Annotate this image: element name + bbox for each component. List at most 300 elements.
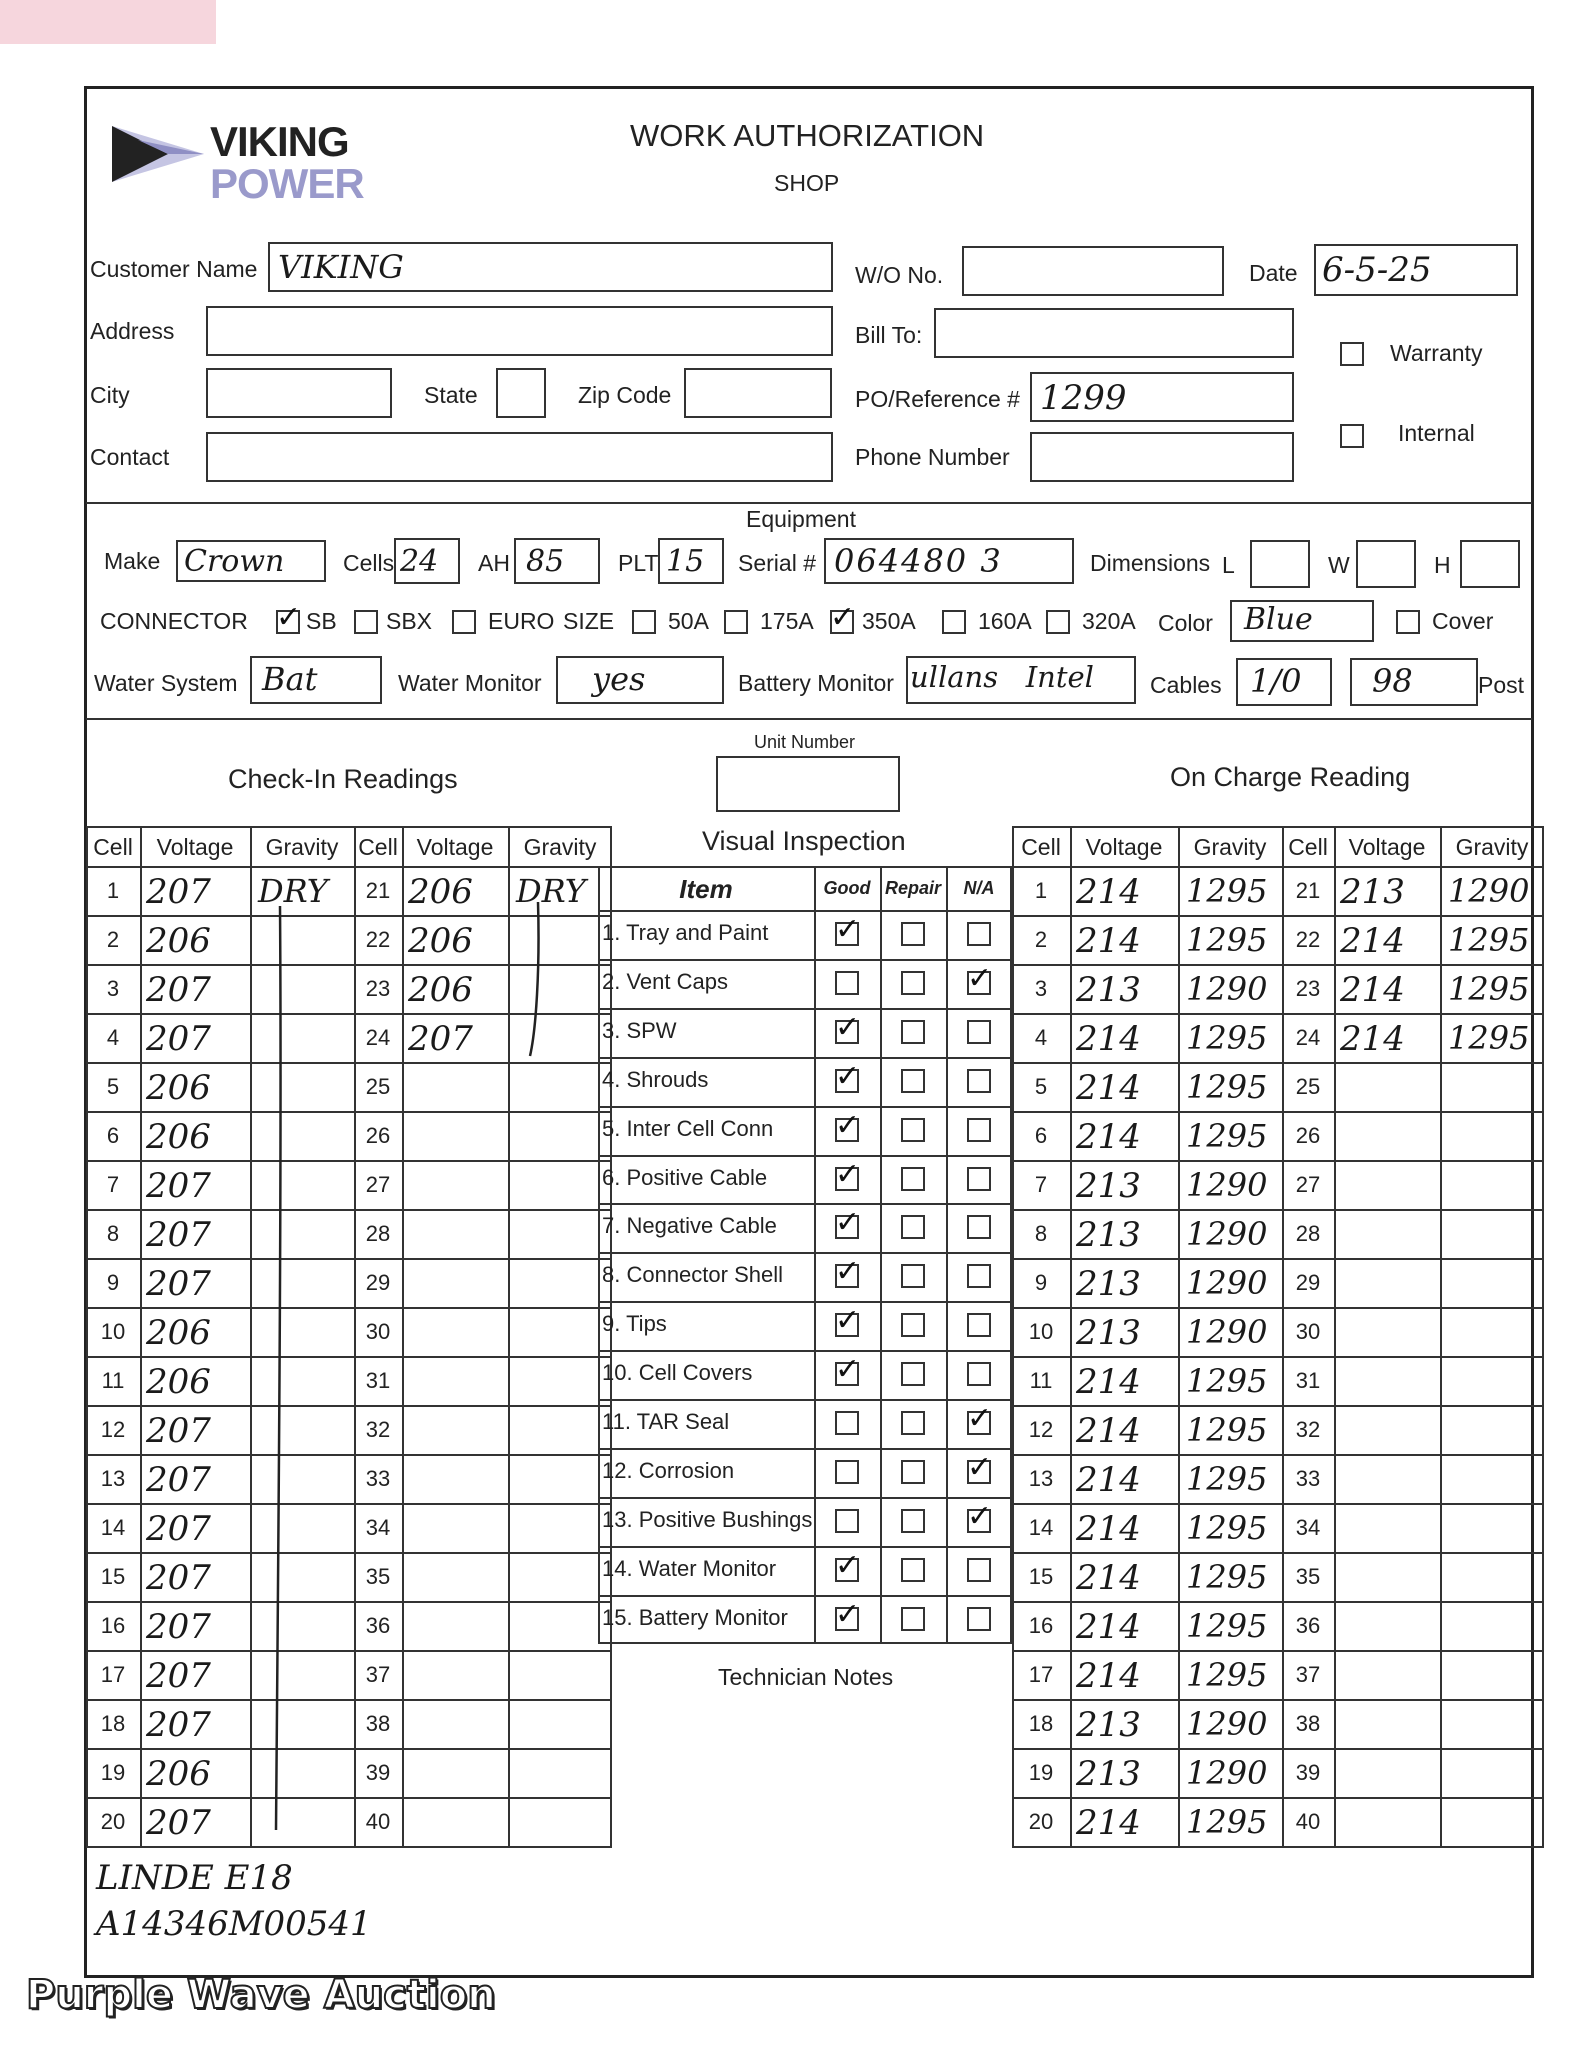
inspection-repair-checkbox[interactable] (901, 1362, 925, 1386)
voltage-value: 214 (1076, 1607, 1141, 1647)
cables-value-2: 98 (1372, 662, 1413, 700)
check-mark-icon: ✓ (835, 1303, 861, 1339)
cell-number: 5 (106, 1074, 120, 1099)
cells-value: 24 (400, 544, 439, 579)
cell-number: 39 (365, 1760, 391, 1785)
column-divider (880, 866, 882, 1644)
inspection-repair-checkbox[interactable] (901, 1020, 925, 1044)
inspection-na-checkbox[interactable] (967, 1362, 991, 1386)
cell-number: 34 (365, 1515, 391, 1540)
ah-value: 85 (526, 544, 565, 579)
cell-number: 10 (100, 1319, 126, 1344)
battery-monitor-field[interactable] (906, 656, 1136, 704)
voltage-value: 214 (1076, 1362, 1141, 1402)
inspection-good-checkbox[interactable] (835, 1411, 859, 1435)
inspection-good-checkbox[interactable] (835, 971, 859, 995)
row-divider (598, 1155, 1012, 1157)
voltage-value: 207 (146, 970, 211, 1010)
inspection-repair-checkbox[interactable] (901, 1607, 925, 1631)
gravity-value: 1295 (1186, 1362, 1268, 1400)
inspection-na-checkbox[interactable] (967, 1167, 991, 1191)
inspection-good-checkbox[interactable] (835, 1352, 861, 1388)
ah-label: AH (478, 550, 510, 576)
cables-field-2[interactable] (1350, 658, 1478, 706)
cell-number: 3 (106, 976, 120, 1001)
inspection-repair-checkbox[interactable] (901, 922, 925, 946)
voltage-value: 207 (146, 1264, 211, 1304)
voltage-value: 207 (146, 1705, 211, 1745)
dimension-h-label: H (1434, 552, 1451, 578)
gravity-value: 1295 (1186, 872, 1268, 910)
check-mark-icon: ✓ (967, 1498, 993, 1534)
inspection-good-checkbox[interactable] (835, 912, 861, 947)
logo-text-power: POWER (210, 160, 364, 207)
row-divider (598, 1301, 1012, 1303)
connector-label: CONNECTOR (100, 608, 248, 634)
cables-label: Cables (1150, 672, 1222, 698)
dimension-h-field[interactable] (1460, 540, 1520, 588)
connector-0-checkbox[interactable] (276, 600, 302, 635)
voltage-value: 214 (1076, 1019, 1141, 1059)
voltage-value: 206 (146, 921, 211, 961)
cell-number: 18 (100, 1711, 126, 1736)
inspection-repair-checkbox[interactable] (901, 1215, 925, 1239)
row-divider (1012, 1013, 1544, 1015)
cell-number: 19 (1028, 1760, 1054, 1785)
gravity-value: 1295 (1186, 1509, 1268, 1547)
row-divider (598, 1399, 1012, 1401)
form-subtitle: SHOP (774, 170, 840, 196)
state-label: State (424, 382, 478, 408)
gravity-value: 1290 (1186, 970, 1268, 1008)
cell-number: 14 (1028, 1515, 1054, 1540)
row-divider (1012, 1650, 1544, 1652)
inspection-na-checkbox[interactable] (967, 922, 991, 946)
cell-number: 39 (1295, 1760, 1321, 1785)
inspection-na-checkbox[interactable] (967, 960, 993, 996)
cell-number: 7 (1034, 1172, 1048, 1197)
voltage-value: 206 (408, 970, 473, 1010)
row-divider (1012, 915, 1544, 917)
inspection-na-checkbox[interactable] (967, 1498, 993, 1534)
battery-monitor-value: ullans Intel (910, 660, 1094, 694)
cell-number: 26 (365, 1123, 391, 1148)
gravity-value: 1295 (1186, 1558, 1268, 1596)
cell-number: 28 (1295, 1221, 1321, 1246)
check-mark-icon: ✓ (835, 1156, 861, 1192)
note-line-2: A14346M00541 (96, 1904, 372, 1944)
cell-number: 21 (365, 878, 391, 903)
address-field[interactable] (206, 306, 833, 356)
water-monitor-label: Water Monitor (398, 670, 542, 696)
table-header-gravity: Gravity (265, 834, 339, 860)
cables-field-1[interactable] (1236, 658, 1332, 706)
color-label: Color (1158, 610, 1213, 636)
inspection-good-checkbox[interactable] (835, 1547, 861, 1583)
gravity-value: 1290 (1186, 1313, 1268, 1351)
inspection-good-checkbox[interactable] (835, 1254, 861, 1290)
row-divider (86, 866, 612, 868)
city-label: City (90, 382, 130, 408)
inspection-na-checkbox[interactable] (967, 1449, 993, 1485)
cell-number: 32 (365, 1417, 391, 1442)
address-label: Address (90, 318, 175, 344)
warranty-checkbox[interactable] (1340, 342, 1364, 366)
inspection-repair-checkbox[interactable] (901, 1558, 925, 1582)
cell-number: 12 (1028, 1417, 1054, 1442)
plt-field[interactable] (658, 538, 724, 584)
cell-number: 40 (1295, 1809, 1321, 1834)
inspection-repair-checkbox[interactable] (901, 1509, 925, 1533)
inspection-good-checkbox[interactable] (835, 1509, 859, 1533)
zip-label: Zip Code (578, 382, 672, 408)
inspection-item-label: 15. Battery Monitor (602, 1604, 788, 1630)
inspection-repair-checkbox[interactable] (901, 1167, 925, 1191)
inspection-good-checkbox[interactable] (835, 1156, 861, 1192)
po-value: 1299 (1040, 378, 1127, 418)
warranty-label: Warranty (1390, 340, 1483, 366)
row-divider (598, 959, 1012, 961)
inspection-good-checkbox[interactable] (835, 1205, 861, 1241)
customer-name-field[interactable] (268, 242, 833, 292)
size-option-label: 320A (1082, 608, 1136, 634)
color-field[interactable] (1230, 600, 1374, 642)
inspection-na-checkbox[interactable] (967, 1069, 991, 1093)
phone-field[interactable] (1030, 432, 1294, 482)
ah-field[interactable] (514, 538, 600, 584)
size-option-label: 350A (862, 608, 916, 634)
inspection-repair-checkbox[interactable] (901, 1264, 925, 1288)
cell-number: 27 (1295, 1172, 1321, 1197)
connector-1-checkbox[interactable] (354, 610, 378, 634)
table-header-cell: Cell (1021, 834, 1061, 860)
table-header-gravity: Gravity (1193, 834, 1267, 860)
cell-number: 35 (365, 1564, 391, 1589)
gravity-value: 1295 (1186, 1656, 1268, 1694)
wo-field[interactable] (962, 246, 1224, 296)
cell-number: 22 (1295, 927, 1321, 952)
cell-number: 7 (106, 1172, 120, 1197)
column-divider (946, 866, 948, 1644)
cell-number: 25 (365, 1074, 391, 1099)
inspection-repair-checkbox[interactable] (901, 971, 925, 995)
voltage-value: 214 (1076, 1656, 1141, 1696)
inspection-item-label: 5. Inter Cell Conn (602, 1115, 774, 1141)
inspection-good-checkbox[interactable] (835, 1107, 861, 1143)
check-mark-icon: ✓ (830, 600, 856, 635)
inspection-repair-checkbox[interactable] (901, 1411, 925, 1435)
inspection-repair-checkbox[interactable] (901, 1069, 925, 1093)
size-4-checkbox[interactable] (1046, 610, 1070, 634)
inspection-item-label: 3. SPW (602, 1017, 677, 1043)
check-mark-icon: ✓ (835, 1009, 861, 1045)
cell-number: 18 (1028, 1711, 1054, 1736)
serial-label: Serial # (738, 550, 816, 576)
equipment-label: Equipment (746, 506, 856, 532)
state-field[interactable] (496, 368, 546, 418)
voltage-value: 207 (146, 1460, 211, 1500)
contact-field[interactable] (206, 432, 833, 482)
checkin-title: Check-In Readings (228, 764, 458, 794)
gravity-value: 1290 (1448, 872, 1530, 910)
connector-2-checkbox[interactable] (452, 610, 476, 634)
cell-number: 10 (1028, 1319, 1054, 1344)
cells-field[interactable] (394, 538, 460, 584)
section-divider-2 (86, 718, 1532, 720)
column-divider (250, 826, 252, 1846)
cover-label: Cover (1432, 608, 1494, 634)
cell-number: 8 (106, 1221, 120, 1246)
cover-checkbox[interactable] (1396, 610, 1420, 634)
check-mark-icon: ✓ (835, 1352, 861, 1388)
oncharge-title: On Charge Reading (1170, 762, 1411, 792)
voltage-value: 207 (146, 1019, 211, 1059)
dimension-w-field[interactable] (1356, 540, 1416, 588)
voltage-value: 213 (1076, 1166, 1141, 1206)
inspection-repair-checkbox[interactable] (901, 1460, 925, 1484)
check-mark-icon: ✓ (835, 1254, 861, 1290)
cables-value-1: 1/0 (1250, 662, 1302, 700)
gravity-value: 1295 (1186, 1068, 1268, 1106)
dimension-l-field[interactable] (1250, 540, 1310, 588)
check-mark-icon: ✓ (276, 600, 302, 635)
billto-label: Bill To: (855, 322, 923, 348)
row-divider (598, 1252, 1012, 1254)
cell-number: 11 (1029, 1368, 1053, 1393)
table-header-voltage: Voltage (1085, 834, 1163, 860)
dry-ditto-marks (260, 880, 560, 1840)
cell-number: 15 (1028, 1564, 1054, 1589)
row-divider (598, 910, 1012, 912)
dimensions-label: Dimensions (1090, 550, 1211, 576)
cell-number: 33 (365, 1466, 391, 1491)
inspection-item-label: 9. Tips (602, 1311, 667, 1337)
voltage-value: 214 (1076, 921, 1141, 961)
inspection-repair-checkbox[interactable] (901, 1118, 925, 1142)
inspection-na-checkbox[interactable] (967, 1607, 991, 1631)
phone-label: Phone Number (855, 444, 1010, 470)
date-field[interactable] (1314, 244, 1518, 296)
gravity-value: 1295 (1186, 1411, 1268, 1449)
column-divider (1070, 826, 1072, 1846)
visual-header-repair: Repair (884, 878, 942, 898)
gravity-value: 1295 (1186, 1803, 1268, 1841)
contact-label: Contact (90, 444, 170, 470)
inspection-item-label: 13. Positive Bushings (602, 1506, 813, 1532)
check-mark-icon: ✓ (967, 960, 993, 996)
date-value: 6-5-25 (1322, 250, 1432, 290)
customer-name-value: VIKING (278, 248, 404, 286)
voltage-value: 214 (1076, 1558, 1141, 1598)
gravity-value: 1290 (1186, 1215, 1268, 1253)
voltage-value: 214 (1340, 1019, 1405, 1059)
make-field[interactable] (176, 540, 326, 582)
cell-number: 29 (1295, 1270, 1321, 1295)
voltage-value: 206 (146, 1117, 211, 1157)
check-mark-icon: ✓ (835, 1205, 861, 1241)
voltage-value: 213 (1076, 970, 1141, 1010)
city-field[interactable] (206, 368, 392, 418)
row-divider (598, 1497, 1012, 1499)
cell-number: 4 (106, 1025, 120, 1050)
cell-number: 20 (100, 1809, 126, 1834)
cell-number: 20 (1028, 1809, 1054, 1834)
gravity-value: 1290 (1186, 1754, 1268, 1792)
voltage-value: 214 (1076, 1460, 1141, 1500)
cell-number: 31 (1295, 1368, 1321, 1393)
table-header-voltage: Voltage (416, 834, 494, 860)
row-divider (598, 1350, 1012, 1352)
row-divider (1012, 1258, 1544, 1260)
connector-option-label: EURO (488, 608, 555, 634)
inspection-repair-checkbox[interactable] (901, 1313, 925, 1337)
row-divider (1012, 1307, 1544, 1309)
size-option-label: 160A (978, 608, 1032, 634)
cell-number: 23 (1295, 976, 1321, 1001)
inspection-na-checkbox[interactable] (967, 1558, 991, 1582)
voltage-value: 207 (146, 1656, 211, 1696)
dimension-w-label: W (1328, 552, 1350, 578)
voltage-value: 213 (1076, 1754, 1141, 1794)
row-divider (598, 1595, 1012, 1597)
size-label: SIZE (563, 608, 615, 634)
row-divider (1012, 1797, 1544, 1799)
table-header-voltage: Voltage (1348, 834, 1426, 860)
gravity-value: 1295 (1186, 1460, 1268, 1498)
visual-header-na: N/A (963, 878, 995, 898)
gravity-value: 1295 (1448, 1019, 1530, 1057)
row-divider (1012, 1699, 1544, 1701)
inspection-na-checkbox[interactable] (967, 1215, 991, 1239)
row-divider (598, 1546, 1012, 1548)
inspection-item-label: 1. Tray and Paint (602, 920, 769, 945)
size-0-checkbox[interactable] (632, 610, 656, 634)
row-divider (1012, 1111, 1544, 1113)
gravity-value: 1295 (1186, 1019, 1268, 1057)
cell-number: 31 (365, 1368, 391, 1393)
row-divider (1012, 964, 1544, 966)
po-label: PO/Reference # (855, 386, 1020, 412)
battery-monitor-label: Battery Monitor (738, 670, 894, 696)
inspection-item-label: 14. Water Monitor (602, 1555, 777, 1581)
cell-number: 29 (365, 1270, 391, 1295)
inspection-good-checkbox[interactable] (835, 1596, 861, 1632)
connector-option-label: SBX (386, 608, 433, 634)
inspection-na-checkbox[interactable] (967, 1264, 991, 1288)
column-divider (814, 866, 816, 1644)
gravity-value: DRY (258, 872, 328, 910)
inspection-good-checkbox[interactable] (835, 1460, 859, 1484)
cell-number: 2 (106, 927, 120, 952)
serial-field[interactable] (824, 538, 1074, 584)
voltage-value: 206 (408, 872, 473, 912)
column-divider (1178, 826, 1180, 1846)
plt-value: 15 (666, 544, 705, 579)
row-divider (1012, 1062, 1544, 1064)
inspection-na-checkbox[interactable] (967, 1401, 993, 1436)
cell-number: 22 (365, 927, 391, 952)
cell-number: 30 (1295, 1319, 1321, 1344)
table-header-gravity: Gravity (523, 834, 597, 860)
cell-number: 9 (1034, 1270, 1048, 1295)
po-field[interactable] (1030, 372, 1294, 422)
cell-number: 40 (365, 1809, 391, 1834)
inspection-na-checkbox[interactable] (967, 1313, 991, 1337)
internal-checkbox[interactable] (1340, 424, 1364, 448)
row-divider (1012, 1454, 1544, 1456)
cell-number: 8 (1034, 1221, 1048, 1246)
row-divider (1012, 1552, 1544, 1554)
row-divider (1012, 1209, 1544, 1211)
voltage-value: 207 (408, 1019, 473, 1059)
inspection-item-label: 7. Negative Cable (602, 1213, 777, 1239)
size-2-checkbox[interactable] (830, 600, 856, 635)
voltage-value: 206 (408, 921, 473, 961)
voltage-value: 207 (146, 1558, 211, 1598)
zip-field[interactable] (684, 368, 832, 418)
cell-number: 12 (100, 1417, 126, 1442)
voltage-value: 207 (146, 1607, 211, 1647)
row-divider (1012, 1748, 1544, 1750)
gravity-value: DRY (516, 872, 586, 910)
inspection-good-checkbox[interactable] (835, 1303, 861, 1339)
logo-text-viking: VIKING (210, 118, 349, 165)
inspection-na-checkbox[interactable] (967, 1118, 991, 1142)
cell-number: 3 (1034, 976, 1048, 1001)
water-system-field[interactable] (250, 656, 382, 704)
cell-number: 16 (100, 1613, 126, 1638)
voltage-value: 213 (1076, 1705, 1141, 1745)
column-divider (1334, 826, 1336, 1846)
cell-number: 11 (101, 1368, 125, 1393)
water-monitor-field[interactable] (556, 656, 724, 704)
unit-number-field[interactable] (716, 756, 900, 812)
cell-number: 35 (1295, 1564, 1321, 1589)
size-3-checkbox[interactable] (942, 610, 966, 634)
cell-number: 28 (365, 1221, 391, 1246)
inspection-good-checkbox[interactable] (835, 1058, 861, 1094)
cell-number: 24 (365, 1025, 391, 1050)
date-label: Date (1249, 260, 1298, 286)
cell-number: 38 (1295, 1711, 1321, 1736)
color-value: Blue (1244, 602, 1313, 637)
inspection-item-label: 8. Connector Shell (602, 1262, 783, 1288)
billto-field[interactable] (934, 308, 1294, 358)
cell-number: 1 (106, 878, 120, 903)
inspection-good-checkbox[interactable] (835, 1009, 861, 1045)
cell-number: 1 (1034, 878, 1048, 903)
plt-label: PLT (618, 550, 659, 576)
inspection-na-checkbox[interactable] (967, 1020, 991, 1044)
voltage-value: 207 (146, 1803, 211, 1843)
dimension-l-label: L (1222, 552, 1235, 578)
cell-number: 17 (1028, 1662, 1054, 1687)
gravity-value: 1295 (1186, 1117, 1268, 1155)
cell-number: 15 (100, 1564, 126, 1589)
voltage-value: 207 (146, 872, 211, 912)
connector-option-label: SB (306, 608, 337, 634)
cell-number: 34 (1295, 1515, 1321, 1540)
item-header-bg (0, 0, 216, 44)
check-mark-icon: ✓ (967, 1449, 993, 1485)
cell-number: 5 (1034, 1074, 1048, 1099)
size-option-label: 50A (668, 608, 709, 634)
voltage-value: 207 (146, 1215, 211, 1255)
check-mark-icon: ✓ (835, 1058, 861, 1094)
make-label: Make (104, 548, 161, 574)
size-1-checkbox[interactable] (724, 610, 748, 634)
voltage-value: 213 (1076, 1313, 1141, 1353)
